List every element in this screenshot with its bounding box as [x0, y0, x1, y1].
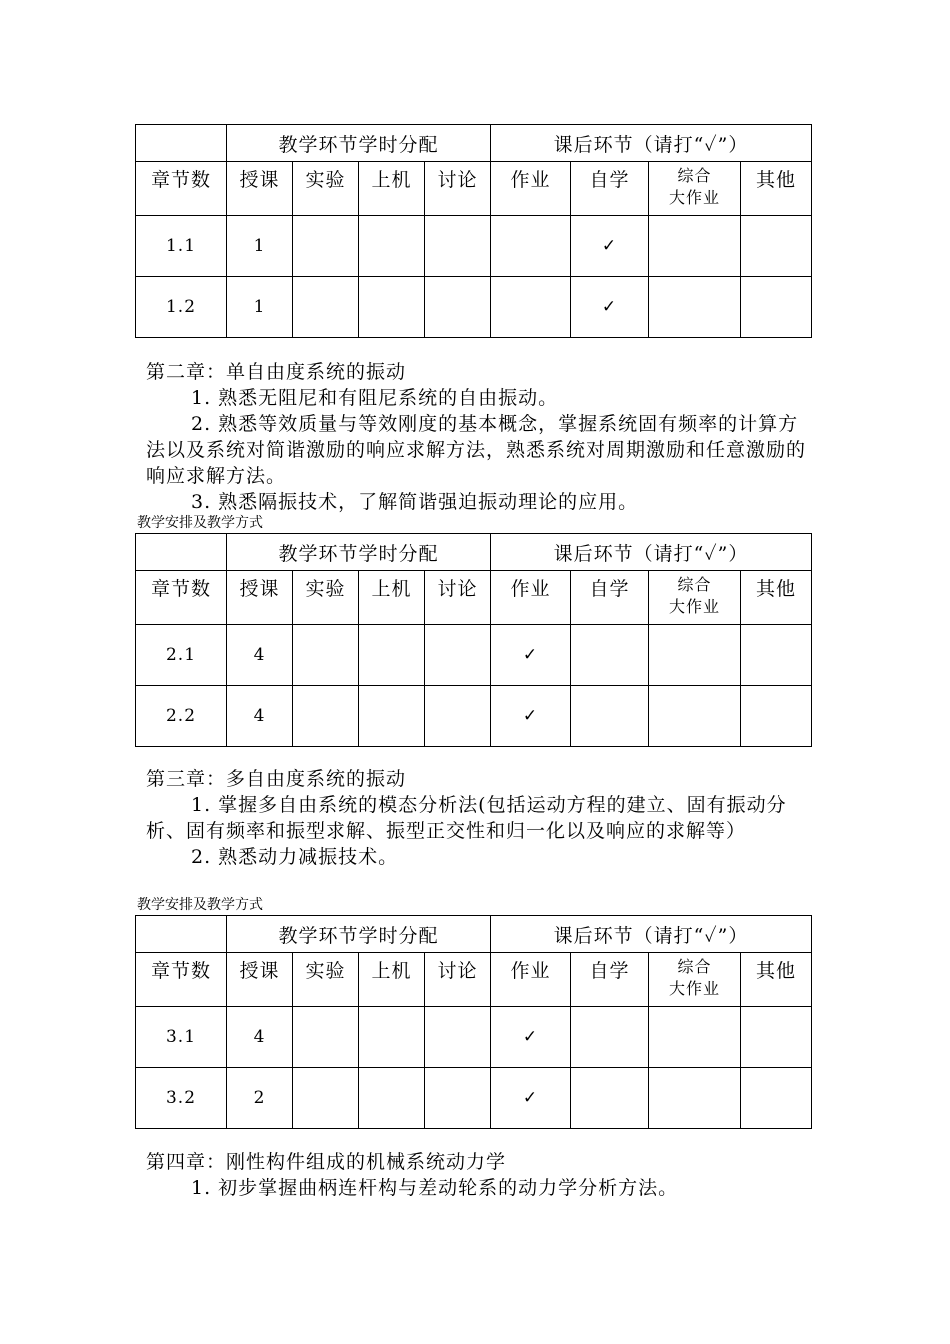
chapter2-section	[146, 359, 810, 515]
cell-self-study	[571, 625, 649, 686]
cell-chapter: 2.1	[136, 625, 227, 686]
header-homework: 作业	[491, 571, 571, 625]
table-row	[136, 277, 812, 338]
header-homework: 作业	[491, 953, 571, 1007]
header-experiment: 实验	[293, 953, 359, 1007]
chapter4-section	[146, 1149, 810, 1201]
schedule-table-ch1	[135, 124, 812, 338]
schedule-table-ch2	[135, 533, 812, 747]
chapter3-section	[146, 766, 810, 870]
cell-lecture-hours: 4	[227, 686, 293, 747]
chapter3-item-1: 1. 掌握多自由系统的模态分析法(包括运动方程的建立、固有振动分析、固有频率和振型求解、振型正交性和归一化以及响应的求解等）	[146, 794, 787, 842]
header-computer: 上机	[359, 953, 425, 1007]
cell-lecture-hours: 1	[227, 216, 293, 277]
group-header-after-class: 课后环节（请打“✓”）	[491, 916, 812, 953]
cell-homework	[491, 277, 571, 338]
cell-self-study: ✓	[571, 277, 649, 338]
chapter2-item-1: 1. 熟悉无阻尼和有阻尼系统的自由振动。	[191, 387, 559, 409]
cell-self-study	[571, 1007, 649, 1068]
group-header-hours: 教学环节学时分配	[227, 916, 491, 953]
table-row	[136, 686, 812, 747]
table-row	[136, 625, 812, 686]
header-computer: 上机	[359, 571, 425, 625]
cell-lecture-hours: 4	[227, 625, 293, 686]
cell-self-study	[571, 1068, 649, 1129]
schedule-table-ch3	[135, 915, 812, 1129]
cell-homework: ✓	[491, 1068, 571, 1129]
table-row	[136, 1007, 812, 1068]
corner-cell	[136, 916, 227, 953]
header-chapter: 章节数	[136, 162, 227, 216]
header-experiment: 实验	[293, 571, 359, 625]
chapter2-item-2: 2. 熟悉等效质量与等效刚度的基本概念，掌握系统固有频率的计算方法以及系统对简谐激励的响应求解方法，熟悉系统对周期激励和任意激励的响应求解方法。	[146, 413, 807, 487]
chapter3-item-2: 2. 熟悉动力减振技术。	[191, 846, 399, 868]
cell-homework: ✓	[491, 686, 571, 747]
corner-cell	[136, 534, 227, 571]
cell-lecture-hours: 2	[227, 1068, 293, 1129]
cell-lecture-hours: 1	[227, 277, 293, 338]
chapter2-item-3: 3. 熟悉隔振技术，了解简谐强迫振动理论的应用。	[191, 491, 639, 513]
group-header-hours: 教学环节学时分配	[227, 534, 491, 571]
header-discussion: 讨论	[425, 953, 491, 1007]
cell-homework	[491, 216, 571, 277]
header-discussion: 讨论	[425, 571, 491, 625]
header-lecture: 授课	[227, 953, 293, 1007]
header-self-study: 自学	[571, 953, 649, 1007]
chapter4-title: 第四章：刚性构件组成的机械系统动力学	[146, 1151, 507, 1173]
cell-self-study: ✓	[571, 216, 649, 277]
group-header-after-class: 课后环节（请打“✓”）	[491, 534, 812, 571]
chapter4-item-1: 1. 初步掌握曲柄连杆构与差动轮系的动力学分析方法。	[191, 1177, 679, 1199]
group-header-hours: 教学环节学时分配	[227, 125, 491, 162]
header-comprehensive: 综合 大作业	[649, 571, 741, 625]
header-experiment: 实验	[293, 162, 359, 216]
chapter2-title: 第二章：单自由度系统的振动	[146, 361, 407, 383]
header-lecture: 授课	[227, 162, 293, 216]
header-self-study: 自学	[571, 162, 649, 216]
table-row	[136, 1068, 812, 1129]
cell-chapter: 3.1	[136, 1007, 227, 1068]
header-chapter: 章节数	[136, 571, 227, 625]
cell-self-study	[571, 686, 649, 747]
table-row	[136, 216, 812, 277]
cell-chapter: 3.2	[136, 1068, 227, 1129]
header-discussion: 讨论	[425, 162, 491, 216]
cell-lecture-hours: 4	[227, 1007, 293, 1068]
header-comprehensive: 综合 大作业	[649, 162, 741, 216]
cell-chapter: 1.2	[136, 277, 227, 338]
cell-homework: ✓	[491, 1007, 571, 1068]
header-chapter: 章节数	[136, 953, 227, 1007]
header-other: 其他	[741, 953, 812, 1007]
cell-chapter: 2.2	[136, 686, 227, 747]
cell-chapter: 1.1	[136, 216, 227, 277]
header-computer: 上机	[359, 162, 425, 216]
header-other: 其他	[741, 162, 812, 216]
header-self-study: 自学	[571, 571, 649, 625]
header-lecture: 授课	[227, 571, 293, 625]
table-label-ch3: 教学安排及教学方式	[137, 897, 263, 913]
group-header-after-class: 课后环节（请打“✓”）	[491, 125, 812, 162]
table-label-ch2: 教学安排及教学方式	[137, 515, 263, 531]
corner-cell	[136, 125, 227, 162]
chapter3-title: 第三章：多自由度系统的振动	[146, 768, 407, 790]
header-other: 其他	[741, 571, 812, 625]
header-comprehensive: 综合 大作业	[649, 953, 741, 1007]
cell-homework: ✓	[491, 625, 571, 686]
header-homework: 作业	[491, 162, 571, 216]
